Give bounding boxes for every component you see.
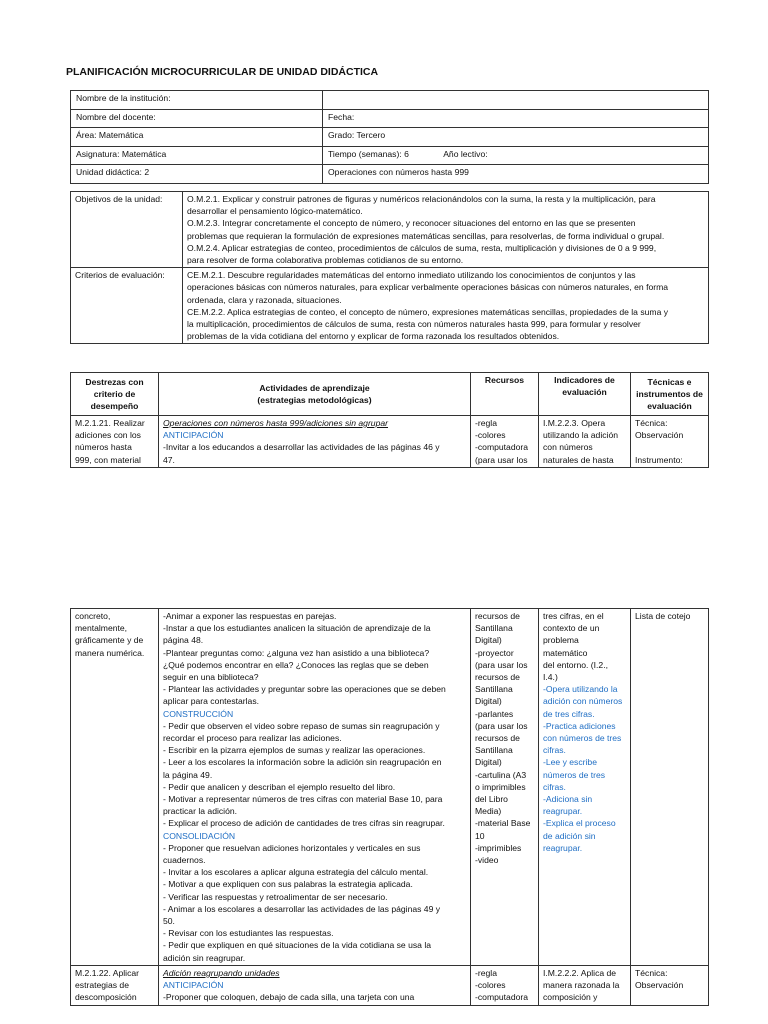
text-line: matemático	[543, 647, 588, 658]
table-row	[71, 128, 709, 147]
text-line: -Animar a exponer las respuestas en parejas.	[163, 611, 337, 621]
header-tecnicas: Técnicas e instrumentos de evaluación	[631, 373, 709, 416]
text-line: -parlantes	[475, 708, 514, 719]
text-line: Observación	[635, 430, 684, 441]
text-line: - Invitar a los escolares a aplicar alguna estrategia del cálculo mental.	[163, 867, 429, 878]
phase-label: ANTICIPACIÓN	[163, 980, 224, 991]
text-line: Santillana	[475, 684, 513, 695]
text-line: estrategias de	[75, 980, 129, 991]
text-line: - Verificar las respuestas y retroalimentar de ser necesario.	[163, 891, 388, 902]
text-line: página 48.	[163, 635, 204, 646]
criteria-text	[183, 268, 709, 344]
school-year-label: Año lectivo:	[443, 148, 488, 159]
text-line: 50.	[163, 916, 175, 927]
text-line: composición y	[543, 992, 598, 1003]
text-line: Digital)	[475, 757, 502, 768]
recursos-cell	[471, 416, 539, 468]
activities-table-continued	[70, 608, 709, 1006]
text-line: Técnica:	[635, 418, 668, 428]
text-line: 999, con material	[75, 454, 141, 465]
text-line: gráficamente y de	[75, 635, 144, 646]
objectives-table	[70, 191, 709, 344]
time-year-cell	[323, 146, 709, 165]
text-line: 47.	[163, 454, 175, 465]
text-line: -Instar a que los estudiantes analicen la situación de aprendizaje de la	[163, 623, 431, 634]
text-line: -material Base	[475, 818, 531, 829]
text-line: practicar la adición.	[163, 806, 238, 817]
text-line: con números	[543, 442, 593, 453]
table-row	[71, 268, 709, 344]
text-line: -cartulina (A3	[475, 769, 527, 780]
text-line: o imprimibles	[475, 781, 526, 792]
text-line: reagrupar.	[543, 842, 583, 853]
text-line: - Leer a los escolares la información sobre la adición sin reagrupación en	[163, 757, 442, 768]
indicadores-cell	[539, 416, 631, 468]
text-line: Santillana	[475, 623, 513, 634]
actividades-cell	[159, 416, 471, 468]
grade-label: Grado: Tercero	[323, 128, 709, 147]
text-line: descomposición	[75, 992, 137, 1003]
table-row	[71, 146, 709, 165]
text-line: del entorno. (I.2.,	[543, 659, 608, 670]
text-line: -computadora	[475, 442, 529, 453]
actividades-cell	[159, 609, 471, 966]
text-line: - Pedir que analicen y describan el ejemplo resuelto del libro.	[163, 781, 396, 792]
text-line: -video	[475, 855, 499, 866]
text-line: -Explica el proceso	[543, 818, 616, 829]
table-row	[71, 416, 709, 468]
table-row	[71, 109, 709, 128]
text-line: -Practica adiciones	[543, 720, 616, 731]
text-line: Media)	[475, 806, 502, 817]
area-label: Área: Matemática	[71, 128, 323, 147]
text-line: desarrollar el pensamiento lógico-matemático.	[187, 206, 363, 217]
destreza-cell	[71, 609, 159, 966]
text-line: problemas que requieran la formulación de expresiones matemáticas sencillas, para resolverlas, de forma individual o grupal.	[187, 230, 665, 241]
activity-title: Adición reagrupando unidades	[163, 967, 280, 978]
text-line: con números de tres	[543, 733, 622, 744]
text-line: -proyector	[475, 647, 514, 658]
text-line: - Pedir que observen el video sobre repaso de sumas sin reagrupación y	[163, 720, 440, 731]
text-line: CE.M.2.2. Aplica estrategias de conteo, el concepto de número, expresiones matemáticas sencillas, propiedades de la suma y	[187, 306, 669, 317]
activities-table	[70, 372, 709, 468]
institution-info-table	[70, 90, 709, 184]
text-line: Santillana	[475, 745, 513, 756]
time-label: Tiempo (semanas): 6	[328, 148, 409, 159]
text-line: -colores	[475, 430, 506, 441]
text-line: - Animar a los escolares a desarrollar las actividades de las páginas 49 y	[163, 903, 441, 914]
text-line: problema	[543, 635, 579, 646]
text-line: para resolver de forma colaborativa problemas cotidianos de su entorno.	[187, 255, 464, 266]
table-row	[71, 192, 709, 268]
text-line: Digital)	[475, 696, 502, 707]
text-line: mentalmente,	[75, 623, 128, 634]
text-line: -Lee y escribe	[543, 757, 597, 768]
header-recursos: Recursos	[471, 373, 539, 416]
text-line: de tres cifras.	[543, 708, 595, 719]
text-line: M.2.1.22. Aplicar	[75, 967, 140, 978]
text-line: la multiplicación, procedimientos de cálculos de suma, resta con números naturales hasta 999, para formular y resolver	[187, 319, 641, 330]
text-line: - Plantear las actividades y preguntar sobre las operaciones que se deben	[163, 684, 446, 695]
text-line: -Proponer que coloquen, debajo de cada silla, una tarjeta con una	[163, 992, 415, 1003]
objectives-text	[183, 192, 709, 268]
text-line: adición con números	[543, 696, 623, 707]
text-line: la página 49.	[163, 769, 213, 780]
text-line: 10	[475, 830, 485, 841]
header-actividades-line2: (estrategias metodológicas)	[257, 395, 372, 405]
text-line: -Adiciona sin	[543, 794, 593, 805]
tecnicas-cell	[631, 416, 709, 468]
text-line	[635, 441, 704, 453]
text-line: - Explicar el proceso de adición de cantidades de tres cifras sin reagrupar.	[163, 818, 445, 829]
text-line: cuadernos.	[163, 855, 206, 866]
text-line: O.M.2.4. Aplicar estrategias de conteo, procedimientos de cálculos de suma, resta, multiplicación y divisiones de 0 a 9 999,	[187, 242, 657, 253]
header-actividades	[159, 373, 471, 416]
text-line: -computadora	[475, 992, 529, 1003]
table-row	[71, 91, 709, 110]
text-line: Instrumento:	[635, 454, 683, 465]
text-line: recursos de	[475, 672, 520, 683]
text-line: CONSTRUCCIÓN	[163, 708, 234, 719]
indicadores-cell	[539, 965, 631, 1005]
destreza-cell	[71, 965, 159, 1005]
subject-label: Asignatura: Matemática	[71, 146, 323, 165]
text-line: (para usar los	[475, 454, 528, 465]
header-actividades-line1: Actividades de aprendizaje	[259, 382, 370, 393]
text-line: ¿Qué podemos encontrar en ella? ¿Conoces las reglas que se deben	[163, 659, 429, 670]
text-line: contexto de un	[543, 623, 600, 634]
text-line: Técnica:	[635, 967, 668, 978]
text-line: números hasta	[75, 442, 132, 453]
text-line: Lista de cotejo	[635, 611, 691, 621]
text-line: cifras.	[543, 745, 566, 756]
text-line: I.4.)	[543, 672, 558, 683]
text-line: - Pedir que expliquen en qué situaciones de la vida cotidiana se usa la	[163, 940, 432, 951]
text-line: -regla	[475, 967, 497, 978]
activity-title: Operaciones con números hasta 999/adiciones sin agrupar	[163, 418, 389, 428]
text-line: (para usar los	[475, 720, 528, 731]
text-line: reagrupar.	[543, 806, 583, 817]
text-line: adición sin reagrupar.	[163, 952, 246, 963]
tecnicas-cell	[631, 965, 709, 1005]
unit-name: Operaciones con números hasta 999	[323, 165, 709, 184]
text-line: ordenada, clara y razonada, situaciones.	[187, 294, 342, 305]
text-line: - Motivar a que expliquen con sus palabras la estrategia aplicada.	[163, 879, 413, 890]
text-line: - Proponer que resuelvan adiciones horizontales y verticales en sus	[163, 842, 421, 853]
text-line: -Opera utilizando la	[543, 684, 618, 695]
text-line: I.M.2.2.2. Aplica de	[543, 967, 617, 978]
text-line: manera numérica.	[75, 647, 145, 658]
teacher-label: Nombre del docente:	[71, 109, 323, 128]
text-line: M.2.1.21. Realizar	[75, 418, 145, 428]
text-line: recursos de	[475, 733, 520, 744]
text-line: O.M.2.3. Integrar concretamente el concepto de número, y reconocer situaciones del entorno en las que se presenten	[187, 218, 636, 229]
destreza-cell	[71, 416, 159, 468]
text-line: de adición sin	[543, 830, 596, 841]
text-line: tres cifras, en el	[543, 611, 604, 621]
text-line: I.M.2.2.3. Opera	[543, 418, 606, 428]
text-line: recursos de	[475, 611, 520, 621]
recursos-cell	[471, 609, 539, 966]
text-line: adiciones con los	[75, 430, 141, 441]
text-line: naturales de hasta	[543, 454, 614, 465]
text-line: CE.M.2.1. Descubre regularidades matemáticas del entorno inmediato utilizando los conocimientos de conjuntos y las	[187, 270, 636, 281]
text-line: -Invitar a los educandos a desarrollar las actividades de las páginas 46 y	[163, 442, 440, 453]
table-header-row	[71, 373, 709, 416]
document-title: PLANIFICACIÓN MICROCURRICULAR DE UNIDAD DIDÁCTICA	[66, 66, 379, 78]
text-line: cifras.	[543, 781, 566, 792]
tecnicas-cell	[631, 609, 709, 966]
text-line: -regla	[475, 418, 497, 428]
table-row	[71, 965, 709, 1005]
date-label: Fecha:	[323, 109, 709, 128]
text-line: números de tres	[543, 769, 606, 780]
text-line: operaciones básicas con números naturales, para explicar verbalmente operaciones básicas con números naturales, en forma	[187, 282, 669, 293]
institution-label: Nombre de la institución:	[71, 91, 323, 110]
indicadores-cell	[539, 609, 631, 966]
text-line: CONSOLIDACIÓN	[163, 830, 236, 841]
header-indicadores: Indicadores de evaluación	[539, 373, 631, 416]
text-line: O.M.2.1. Explicar y construir patrones de figuras y numéricos relacionándolos con la suma, la resta y la multiplicación, para	[187, 194, 656, 204]
text-line: problemas de la vida cotidiana del entorno y explicar de forma razonada los resultados obtenidos.	[187, 331, 560, 342]
criteria-label: Criterios de evaluación:	[71, 268, 183, 344]
institution-value	[323, 91, 709, 110]
table-row	[71, 609, 709, 966]
text-line: manera razonada la	[543, 980, 620, 991]
text-line: - Motivar a representar números de tres cifras con material Base 10, para	[163, 794, 443, 805]
text-line: -colores	[475, 980, 506, 991]
header-destrezas: Destrezas con criterio de desempeño	[71, 373, 159, 416]
text-line: Observación	[635, 980, 684, 991]
text-line: - Revisar con los estudiantes las respuestas.	[163, 928, 334, 939]
unit-label: Unidad didáctica: 2	[71, 165, 323, 184]
text-line: Digital)	[475, 635, 502, 646]
text-line: aplicar para contestarlas.	[163, 696, 260, 707]
phase-label: ANTICIPACIÓN	[163, 430, 224, 441]
text-line: recordar el proceso para realizar las adiciones.	[163, 733, 342, 744]
table-row	[71, 165, 709, 184]
text-line: concreto,	[75, 611, 111, 621]
recursos-cell	[471, 965, 539, 1005]
text-line: (para usar los	[475, 659, 528, 670]
text-line: -imprimibles	[475, 842, 522, 853]
actividades-cell	[159, 965, 471, 1005]
objectives-label: Objetivos de la unidad:	[71, 192, 183, 268]
text-line: seguir en una biblioteca?	[163, 672, 259, 683]
text-line: del Libro	[475, 794, 508, 805]
text-line: utilizando la adición	[543, 430, 619, 441]
text-line: -Plantear preguntas como: ¿alguna vez han asistido a una biblioteca?	[163, 647, 430, 658]
text-line: - Escribir en la pizarra ejemplos de sumas y realizar las operaciones.	[163, 745, 426, 756]
